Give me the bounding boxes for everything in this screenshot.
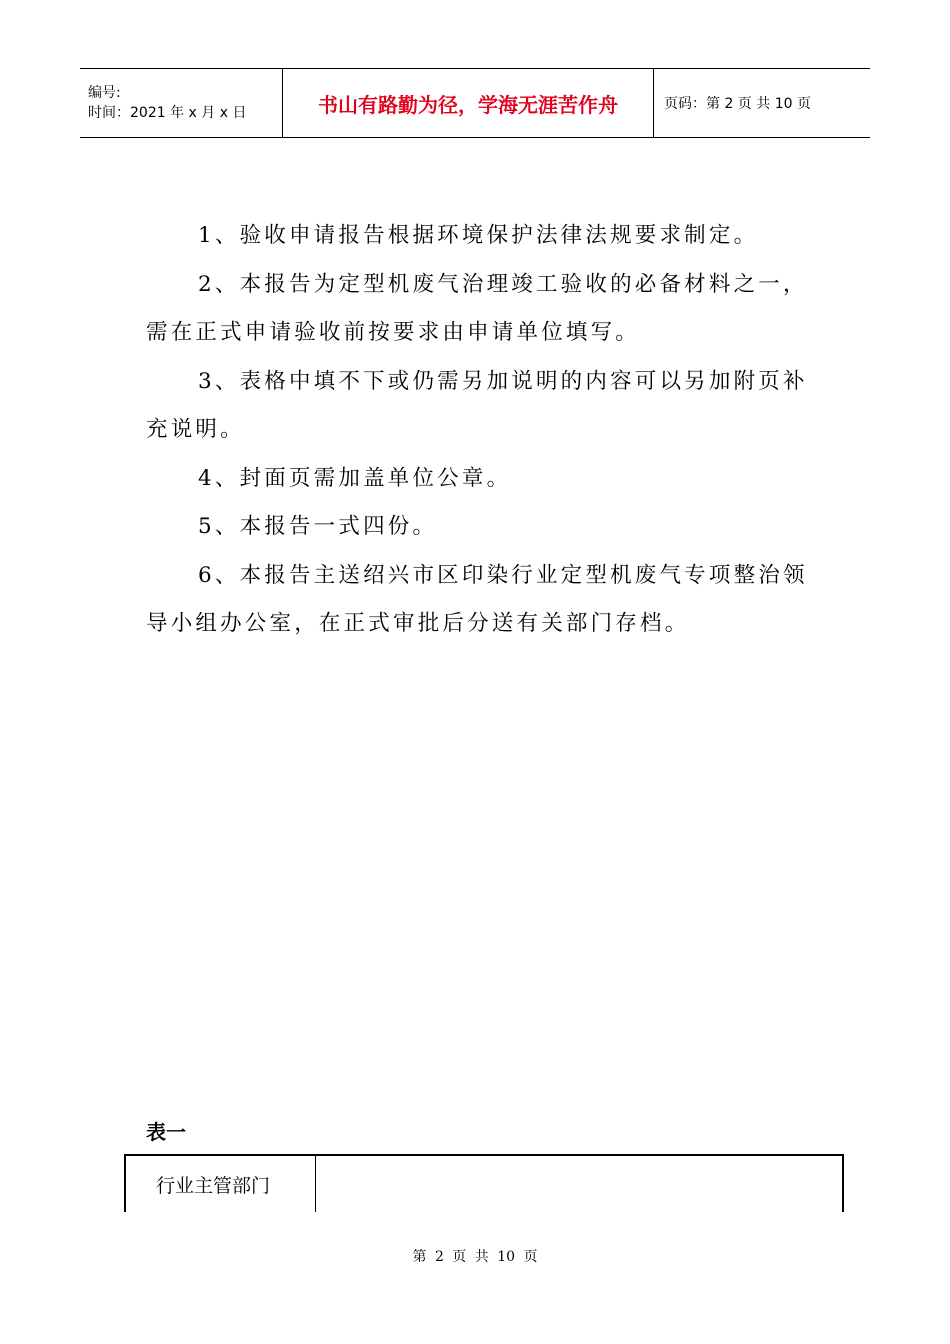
header-page-info: 页码：第 2 页 共 10 页	[664, 96, 811, 112]
instruction-paragraph: 1、验收申请报告根据环境保护法律法规要求制定。	[198, 223, 759, 248]
form-table	[124, 1154, 844, 1212]
page-footer: 第 2 页 共 10 页	[412, 1249, 538, 1265]
header-motto: 书山有路勤为径，学海无涯苦作舟	[282, 69, 654, 137]
instruction-paragraph: 6、本报告主送绍兴市区印染行业定型机废气专项整治领导小组办公室，在正式审批后分送有关部门存档。	[146, 562, 808, 636]
instruction-paragraph: 3、表格中填不下或仍需另加说明的内容可以另加附页补充说明。	[146, 368, 808, 442]
document-number-label: 编号:	[88, 85, 121, 101]
instructions-body	[146, 212, 826, 649]
instruction-paragraph: 5、本报告一式四份。	[198, 514, 438, 539]
table-row-label: 行业主管部门	[126, 1156, 316, 1212]
instruction-paragraph: 4、封面页需加盖单位公章。	[198, 465, 512, 491]
table-row-value[interactable]	[316, 1156, 842, 1212]
header-meta	[80, 69, 282, 137]
table-title: 表一	[146, 1120, 186, 1144]
instruction-paragraph: 2、本报告为定型机废气治理竣工验收的必备材料之一，需在正式申请验收前按要求由申请单位填写。	[146, 271, 808, 345]
document-time-label: 时间：2021 年 x 月 x 日	[88, 105, 247, 121]
page-header	[80, 68, 870, 138]
